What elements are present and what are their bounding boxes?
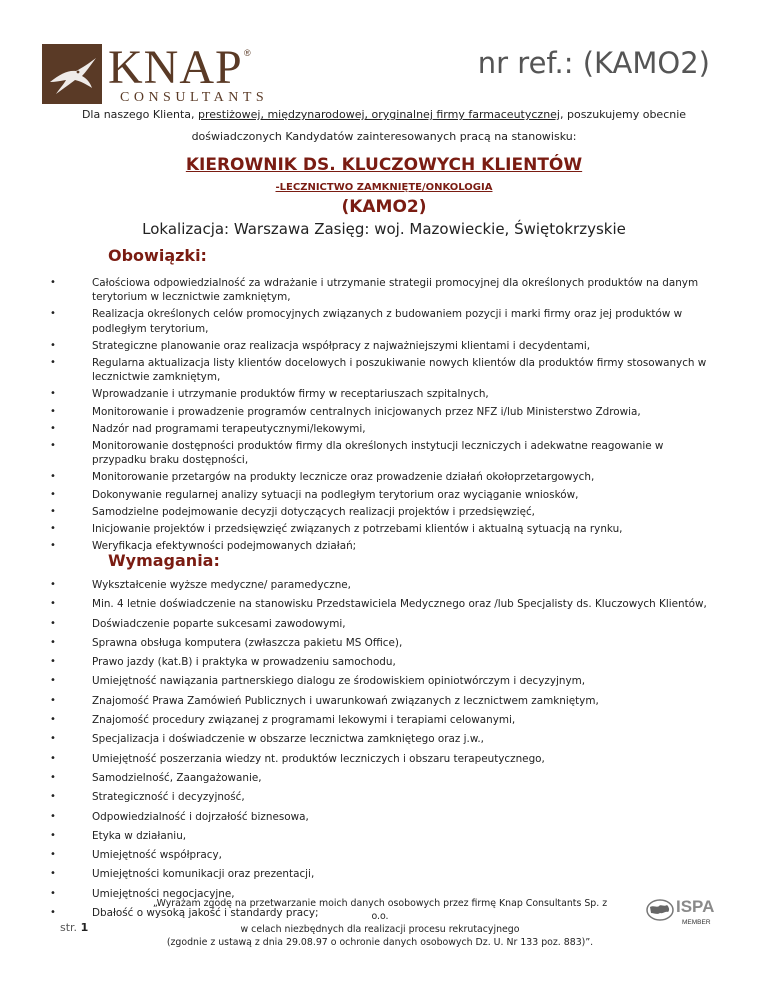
registered-mark: ®: [244, 48, 251, 58]
duties-list: [38, 276, 718, 556]
list-item: • Samodzielne podejmowanie decyzji dotyczących realizacji projektów i przedsięwzięć,: [38, 505, 718, 519]
list-item: • Umiejętności negocjacyjne,: [38, 887, 718, 901]
job-location: Lokalizacja: Warszawa Zasięg: woj. Mazowieckie, Świętokrzyskie: [142, 220, 626, 238]
list-item: • Monitorowanie dostępności produktów firmy dla określonych instytucji leczniczych i adekwatne reagowanie w przypadku braku dostępności,: [38, 439, 718, 467]
page-num: 1: [80, 921, 89, 934]
client-description: prestiżowej, międzynarodowej, oryginalnej firmy farmaceutycznej: [198, 108, 560, 121]
page-number: [60, 921, 88, 934]
list-item: • Inicjowanie projektów i przedsięwzięć związanych z potrzebami klientów i aktualną sytuacją na rynku,: [38, 522, 718, 536]
ispa-wordmark: ISPA: [676, 897, 715, 916]
list-item: • Strategiczne planowanie oraz realizacja współpracy z najważniejszymi klientami i decydentami,: [38, 339, 718, 353]
list-item: • Prawo jazdy (kat.B) i praktyka w prowadzeniu samochodu,: [38, 655, 718, 669]
list-item: • Znajomość procedury związanej z programami lekowymi i terapiami celowanymi,: [38, 713, 718, 727]
job-code: (KAMO2): [341, 197, 427, 217]
list-item: • Weryfikacja efektywności podejmowanych działań;: [38, 539, 718, 553]
intro-line-1: [70, 108, 698, 121]
list-item: • Znajomość Prawa Zamówień Publicznych i uwarunkowań związanych z lecznictwem zamkniętym,: [38, 694, 718, 708]
duties-heading: Obowiązki:: [108, 246, 207, 265]
list-item: • Monitorowanie przetargów na produkty lecznicze oraz prowadzenie działań okołoprzetargowych,: [38, 470, 718, 484]
intro-text-post: , poszukujemy obecnie: [559, 108, 687, 121]
list-item: • Dokonywanie regularnej analizy sytuacji na podległym terytorium oraz wyciąganie wniosków,: [38, 488, 718, 502]
list-item: • Doświadczenie poparte sukcesami zawodowymi,: [38, 617, 718, 631]
list-item: • Monitorowanie i prowadzenie programów centralnych inicjowanych przez NFZ i/lub Ministerstwo Zdrowia,: [38, 405, 718, 419]
hummingbird-logo-icon: [42, 44, 102, 104]
list-item: • Umiejętność nawiązania partnerskiego dialogu ze środowiskiem opiniotwórczym i decyzyjnym,: [38, 674, 718, 688]
requirements-list: [38, 578, 718, 925]
list-item: • Odpowiedzialność i dojrzałość biznesowa,: [38, 810, 718, 824]
list-item: • Etyka w działaniu,: [38, 829, 718, 843]
list-item: • Realizacja określonych celów promocyjnych związanych z budowaniem pozycji i marki firmy oraz jej produktów w podległym terytorium,: [38, 307, 718, 335]
list-item: • Umiejętność poszerzania wiedzy nt. produktów leczniczych i obszaru terapeutycznego,: [38, 752, 718, 766]
logo-wordmark: KNAP: [108, 41, 243, 94]
list-item: • Całościowa odpowiedzialność za wdrażanie i utrzymanie strategii promocyjnej dla określonych produktów na danym terytorium w lecznictwie zamkniętym,: [38, 276, 718, 304]
reference-number: nr ref.: (KAMO2): [477, 46, 710, 80]
company-logo: [42, 41, 272, 105]
globe-icon: [646, 899, 674, 921]
list-item: • Wykształcenie wyższe medyczne/ paramedyczne,: [38, 578, 718, 592]
list-item: • Regularna aktualizacja listy klientów docelowych i poszukiwanie nowych klientów dla produktów firmy stosowanych w lecznictwie zamkniętym,: [38, 356, 718, 384]
job-subtitle: -LECZNICTWO ZAMKNIĘTE/ONKOLOGIA: [275, 182, 493, 193]
list-item: • Dbałość o wysoką jakość i standardy pracy;: [38, 906, 718, 920]
list-item: • Samodzielność, Zaangażowanie,: [38, 771, 718, 785]
consent-line-3: (zgodnie z ustawą z dnia 29.08.97 o ochronie danych osobowych Dz. U. Nr 133 poz. 883)”.: [166, 937, 594, 948]
list-item: • Specjalizacja i doświadczenie w obszarze lecznictwa zamkniętego oraz j.w.,: [38, 732, 718, 746]
ispa-member-label: MEMBER: [682, 919, 711, 926]
consent-line-1: „Wyrażam zgodę na przetwarzanie moich danych osobowych przez firmę Knap Consultants Sp. z o.o.: [152, 898, 608, 922]
intro-text-pre: Dla naszego Klienta,: [81, 108, 199, 121]
list-item: • Wprowadzanie i utrzymanie produktów firmy w receptariuszach szpitalnych,: [38, 387, 718, 401]
intro-line-2: doświadczonych Kandydatów zainteresowanych pracą na stanowisku:: [191, 130, 577, 143]
list-item: • Umiejętności komunikacji oraz prezentacji,: [38, 867, 718, 881]
list-item: • Min. 4 letnie doświadczenie na stanowisku Przedstawiciela Medycznego oraz /lub Specjalisty ds. Kluczowych Klientów,: [38, 597, 718, 611]
job-title: KIEROWNIK DS. KLUCZOWYCH KLIENTÓW: [185, 155, 583, 175]
logo-subtitle: CONSULTANTS: [120, 90, 269, 105]
list-item: • Sprawna obsługa komputera (zwłaszcza pakietu MS Office),: [38, 636, 718, 650]
list-item: • Nadzór nad programami terapeutycznymi/lekowymi,: [38, 422, 718, 436]
consent-footer: [150, 897, 610, 949]
consent-line-2: w celach niezbędnych dla realizacji procesu rekrutacyjnego: [240, 924, 520, 935]
page-label: str.: [60, 921, 81, 934]
requirements-heading: Wymagania:: [108, 551, 220, 570]
list-item: • Umiejętność współpracy,: [38, 848, 718, 862]
ispa-member-logo: [646, 895, 716, 935]
list-item: • Strategiczność i decyzyjność,: [38, 790, 718, 804]
